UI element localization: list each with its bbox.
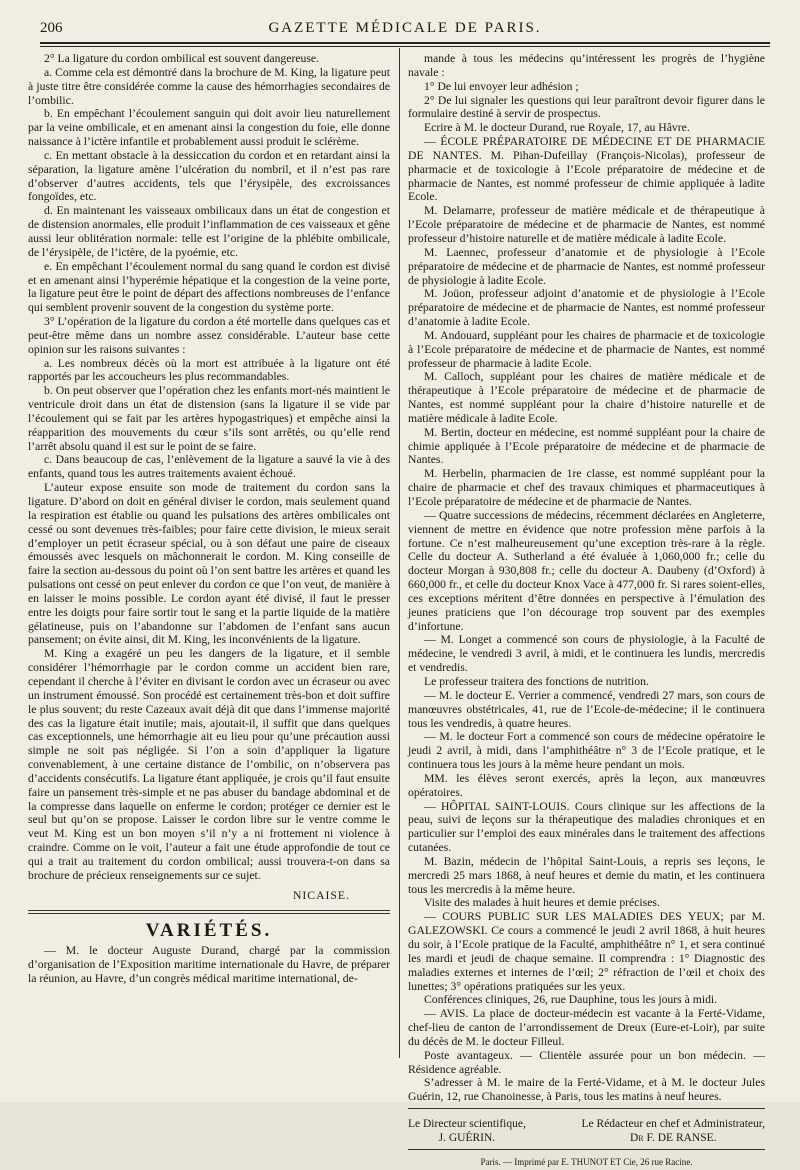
editor-block [582,1117,765,1145]
paragraph: M. Delamarre, professeur de matière médicale et de thérapeutique à l’Ecole préparatoire de médecine et de pharmacie de Nantes, est nommé professeur d’histoire naturelle et de matière médicale à ladite Ecole. [408,204,765,245]
paragraph: Ecrire à M. le docteur Durand, rue Royale, 17, au Hâvre. [424,121,690,135]
paragraph: MM. les élèves seront exercés, après la leçon, aux manœuvres opératoires. [408,771,765,799]
paragraph: — M. le docteur Auguste Durand, chargé par la commission d’organisation de l’Exposition maritime internationale du Havre, de préparer la réunion, au Havre, d’un congrès médical maritime international, de- [28,944,390,985]
director-title: Le Directeur scientifique, [408,1118,526,1131]
header-rule-thin [40,46,770,47]
paragraph: — M. le docteur Fort a commencé son cours de médecine opératoire le jeudi 2 avril, à midi, dans l’amphithéâtre n° 3 de l’Ecole pratique, et le continuera tous les jours à la même heure pendant un mois. [408,730,765,772]
paragraph: — HÔPITAL SAINT-LOUIS. Cours clinique sur les affections de la peau, suivi de leçons sur la thérapeutique des maladies chroniques et en particulier sur l’emploi des eaux minérales dans le traitement des affections cutanées. [408,799,765,855]
section-title: VARIÉTÉS. [145,920,273,942]
paragraph: Poste avantageux. — Clientèle assurée pour un bon médecin. — Résidence agréable. [408,1048,765,1076]
paragraph: — AVIS. La place de docteur-médecin est vacante à la Ferté-Vidame, chef-lieu de canton de l’arrondissement de Dreux (Eure-et-Loir), par suite du décès de M. le docteur Filleul. [408,1007,765,1048]
paragraph: M. King a exagéré un peu les dangers de la ligature, et il semble considérer l’hémorrhagie par le cordon comme un accident bien rare, cependant il cherche à l’éviter en divisant le cordon avec un écraseur ou avec un instrument émoussé. Son procédé est certainement très-bon et doit suffire le plus souvent; du reste Cazeaux avait déjà dit que dans l’immense majorité des cas la ligature était inutile; mais, ajoutait-il, il suffit que dans quelques cas exceptionnels, une hémorrhagie ait eu lieu pour qu’une précaution aussi simple ne soit pas négligée. Si l’on a soin d’appliquer la ligature convenablement, à une certaine distance de l’ombilic, on n’observera pas d’accidents consécutifs. La ligature étant appliquée, je crois qu’il faut ensuite faire un pansement très-simple et ne pas abuser du bandage abdominal et de la compresse dans laquelle on enferme le cordon; protéger ce dernier est le seul but qu’on se propose. Laisser le cordon libre sur le ventre comme le veut M. King est un bon moyen s’il n’y a ni frottement ni violence à craindre. Comme on le voit, l’auteur a fait une étude approfondie de tout ce qui a trait au traitement du cordon ombilical; aussi trouvera-t-on dans sa brochure de précieux renseignements sur ce sujet. [28,647,390,882]
section-rule [28,910,390,911]
column-divider [399,48,400,1058]
printer-line: Paris. — Imprimé par E. THUNOT ET Cie, 26 rue Racine. [480,1157,693,1168]
newspaper-title: GAZETTE MÉDICALE DE PARIS. [268,20,542,36]
paragraph: a. Les nombreux décès où la mort est attribuée à la ligature ont été rapportés par les accoucheurs les plus recommandables. [28,356,390,384]
paragraph: — ÉCOLE PRÉPARATOIRE DE MÉDECINE ET DE PHARMACIE DE NANTES. M. Pihan-Dufeillay (François-Nicolas), professeur de pharmacie et de toxicologie à l’Ecole préparatoire de médecine et de pharmacie de Nantes, est nommé professeur de chimie appliquée à ladite Ecole. [408,135,765,204]
paragraph: 2° La ligature du cordon ombilical est souvent dangereuse. [44,52,320,65]
paragraph: 3° L’opération de la ligature du cordon a été mortelle dans quelques cas et peut-être même dans un nombre assez considérable. L’auteur base cette opinion sur les raisons suivantes : [28,315,390,356]
page-number: 206 [40,20,63,36]
paragraph: c. Dans beaucoup de cas, l’enlèvement de la ligature a sauvé la vie à des enfants, quand tous les autres traitements avaient échoué. [28,453,390,481]
paragraph: Visite des malades à huit heures et demie précises. [424,896,660,910]
printer-rule [408,1149,765,1150]
paragraph: e. En empêchant l’écoulement normal du sang quand le cordon est divisé et en amenant ainsi l’hyperémie hépatique et la congestion de la veine porte, la ligature peut être le point de départ des affections nombreuses de l’enfance qui semblent provenir souvent de la congestion du système porte. [28,259,390,315]
paragraph: M. Laennec, professeur d’anatomie et de physiologie à l’Ecole préparatoire de médecine et de pharmacie de Nantes, est nommé professeur de physiologie à ladite Ecole. [408,245,765,287]
paragraph: 2° De lui signaler les questions qui leur paraîtront devoir figurer dans le formulaire destiné à servir de prospectus. [408,93,765,121]
paragraph: — M. le docteur E. Verrier a commencé, vendredi 27 mars, son cours de manœuvres obstétricales, 41, rue de l’Ecole-de-médecine; il le continuera tous les vendredis, à quatre heures. [408,688,765,730]
paragraph: M. Andouard, suppléant pour les chaires de pharmacie et de toxicologie à l’Ecole préparatoire de médecine et de pharmacie de Nantes, est nommé professeur de pharmacie à ladite Ecole. [408,328,765,370]
director-name: J. GUÉRIN. [438,1132,496,1145]
paragraph: Le professeur traitera des fonctions de nutrition. [424,674,649,688]
left-column [28,52,390,1117]
editor-title: Le Rédacteur en chef et Administrateur, [581,1118,765,1131]
paragraph: a. Comme cela est démontré dans la brochure de M. King, la ligature peut à juste titre être considérée comme la cause des hémorrhagies secondaires de l’ombilic. [28,65,390,107]
paragraph: b. En empêchant l’écoulement sanguin qui doit avoir lieu naturellement par la veine ombilicale, et en amenant ainsi la congestion du foie, elle donne naissance à l’ictère infantile et probablement aussi produit le sclérème. [28,107,390,149]
page-header [40,18,770,42]
paragraph: M. Calloch, suppléant pour les chaires de matière médicale et de thérapeutique à l’Ecole préparatoire de médecine et de pharmacie de Nantes, est nommé suppléant pour la chaire d’histoire naturelle et de matière médicale à ladite Ecole. [408,370,765,425]
director-block [408,1117,526,1145]
paragraph: — M. Longet a commencé son cours de physiologie, à la Faculté de médecine, le vendredi 3 avril, à midi, et le continuera les lundis, mercredis et vendredis. [408,633,765,675]
paragraph: S’adresser à M. le maire de la Ferté-Vidame, et à M. le docteur Jules Guérin, 12, rue Chanoinesse, à Paris, tous les matins à neuf heures. [408,1076,765,1104]
paragraph: L’auteur expose ensuite son mode de traitement du cordon sans la ligature. D’abord on doit en général diviser le cordon, mais seulement quand la respiration est établie ou quand les pulsations des artères ombilicales ont cessé ou sont devenues très-faibles; pour faire cette division, le mieux serait d’employer un petit écraseur spécial, ou à son défaut une paire de ciseaux émoussés avec lesquels on mâchonnerait le cordon. M. King conseille de faire la section au-dessous du point où l’on sent battre les artères et quand les pulsations ont cessé on peut enlever du cordon ce que l’on veut, de manière à en laisser le moins possible. Le cordon ayant été divisé, il faut le presser entre les doigts pour faire sortir tout le sang et la partie liquide de la matière gélatineuse, puis on l’abandonne sur l’abdomen de l’enfant sans aucun pansement; on évite ainsi, dit M. King, les inconvénients de la ligature. [28,481,390,647]
paragraph: M. Joüon, professeur adjoint d’anatomie et de physiologie à l’Ecole préparatoire de médecine et de pharmacie de Nantes, est nommé professeur d’anatomie à ladite Ecole. [408,287,765,329]
footer-rule [408,1108,765,1109]
paragraph: M. Herbelin, pharmacien de 1re classe, est nommé suppléant pour la chaire de pharmacie et chef des travaux chimiques et pharmaceutiques à l’Ecole préparatoire de médecine et de pharmacie de Nantes. [408,467,765,508]
author-signature: NICAISE. [292,888,350,902]
paragraph: mande à tous les médecins qu’intéressent les progrès de l’hygiène navale : [408,52,765,79]
editorial-footer [408,1117,765,1145]
paragraph: Conférences cliniques, 26, rue Dauphine, tous les jours à midi. [424,993,718,1007]
paragraph: — Quatre successions de médecins, récemment déclarées en Angleterre, viennent de mettre en évidence que notre profession mène parfois à la fortune. Ce n’est malheureusement qu’une exception très-rare à la règle. Celle du docteur A. Sutherland a été évaluée à 1,060,000 fr.; celle du docteur Morgan à 930,808 fr.; celle du docteur A. Daubeny (d’Oxford) à 660,000 fr., et celle du docteur Knox Vace à 477,000 fr. Si rares soient-elles, ces exceptions méritent d’être données en perspective à l’émulation des jeunes praticiens que l’on décourage trop souvent par des exemples d’infortune. [408,508,765,633]
header-rule [40,42,770,44]
right-column [408,52,765,1168]
paragraph: — COURS PUBLIC SUR LES MALADIES DES YEUX; par M. GALEZOWSKI. Ce cours a commencé le jeudi 2 avril 1868, à huit heures du soir, à l’Ecole pratique de la Faculté, amphithéâtre n° 1, et sera continué les mardi et jeudi de chaque semaine. Il comprendra : 1° Diagnostic des maladies externes et internes de l’œil; 2° réfraction de l’œil et choix des lunettes; 3° opérations pratiquées sur les yeux. [408,910,765,993]
paragraph: d. En maintenant les vaisseaux ombilicaux dans un état de congestion et de distension anormales, elle produit l’inflammation de ces vaisseaux et gêne aussi leur oblitération normale: telle est l’origine de la phlébite ombilicale, de l’érysipèle, de l’ictère, de la pyoémie, etc. [28,204,390,259]
paragraph: b. On peut observer que l’opération chez les enfants mort-nés maintient le ventricule droit dans un état de distension (sans la ligature il se vide par l’écoulement qui se fait par les artères hypogastriques) et empêche ainsi la réapparition des mouvements du cœur s’ils sont arrêtés, ou qu’elle rend l’arrêt absolu quand il est sur le point de se faire. [28,384,390,453]
editor-name: Dr F. DE RANSE. [630,1132,717,1145]
paragraph: 1° De lui envoyer leur adhésion ; [424,79,579,93]
paragraph: M. Bertin, docteur en médecine, est nommé suppléant pour la chaire de chimie appliquée à l’Ecole préparatoire de médecine et de pharmacie de Nantes. [408,425,765,467]
paragraph: c. En mettant obstacle à la dessiccation du cordon et en retardant ainsi la séparation, la ligature amène l’ulcération du nombril, et il n’est pas rare d’observer d’autres accidents, tels que l’érysipèle, des excroissances fongoïdes, etc. [28,148,390,204]
section-rule-thin [28,913,390,914]
paragraph: M. Bazin, médecin de l’hôpital Saint-Louis, a repris ses leçons, le mercredi 25 mars 1868, à neuf heures et demie du matin, et les continuera tous les mercredis à la même heure. [408,854,765,896]
